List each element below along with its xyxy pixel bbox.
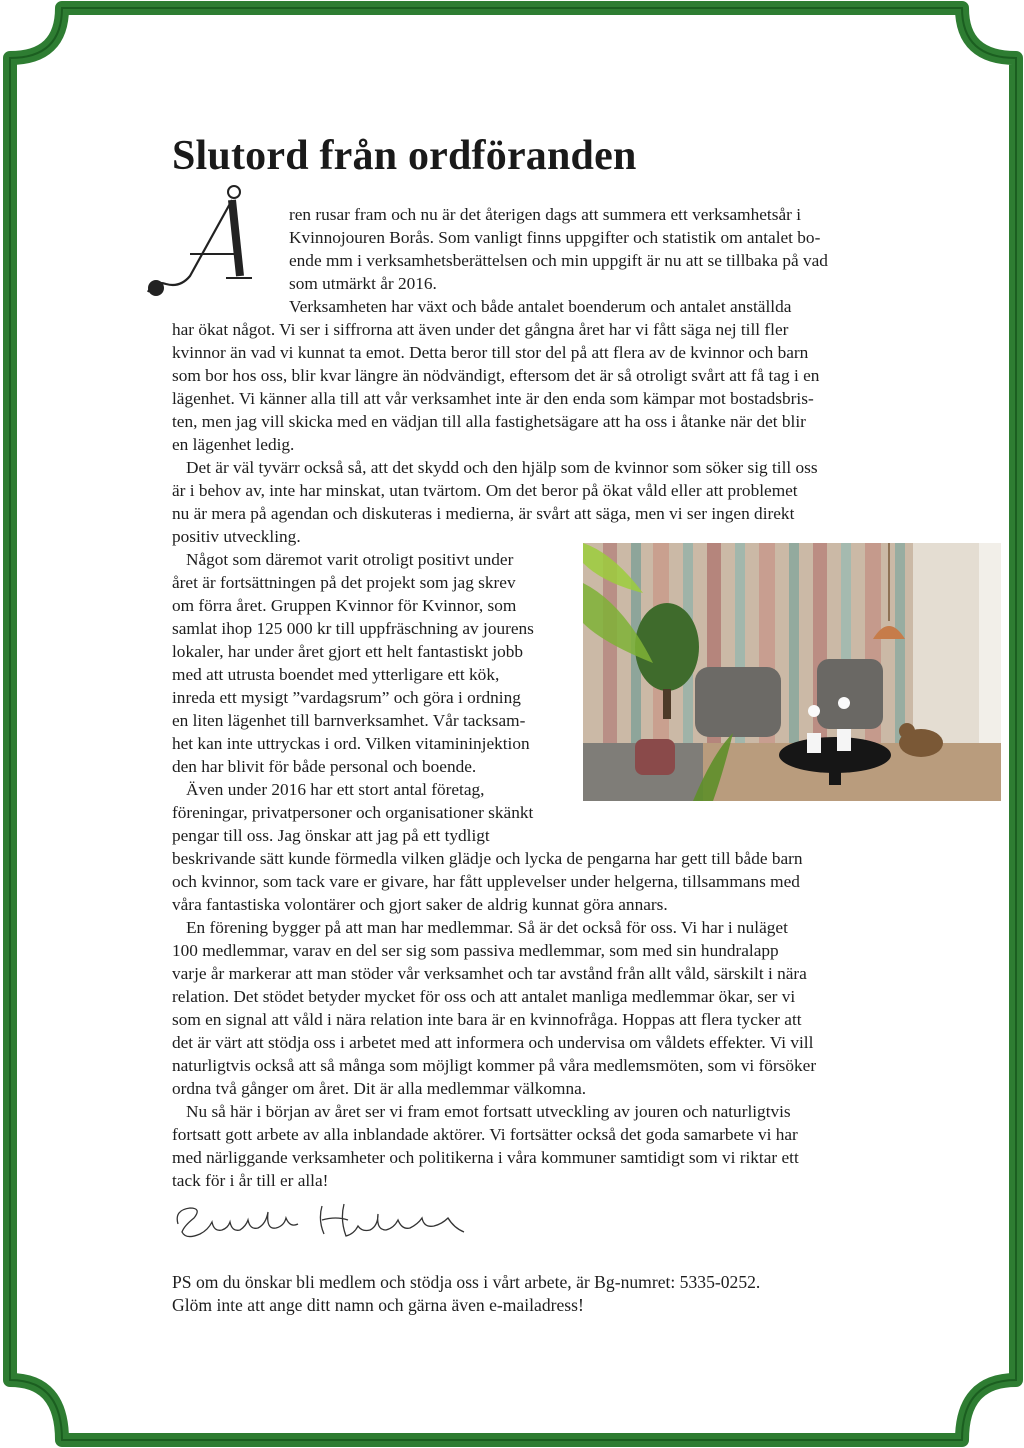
text-line: med närliggande verksamheter och politikerna i våra kommuner samtidigt som vi riktar ett <box>172 1148 799 1167</box>
page-title: Slutord från ordföranden <box>172 133 637 179</box>
text-line: lägenhet. Vi känner alla till att vår verksamhet inte är den enda som kämpar mot bostadsbris- <box>172 389 814 408</box>
text-line: samlat ihop 125 000 kr till uppfräschning av jourens <box>172 619 534 638</box>
text-line: har ökat något. Vi ser i siffrorna att även under det gångna året har vi fått säga nej till fler <box>172 320 789 339</box>
signature <box>172 1190 472 1250</box>
text-line: om förra året. Gruppen Kvinnor för Kvinnor, som <box>172 596 517 615</box>
text-line: en lägenhet ledig. <box>172 435 295 454</box>
text-line: med att utrusta boendet med ytterligare ett kök, <box>172 665 500 684</box>
text-line: 100 medlemmar, varav en del ser sig som passiva medlemmar, som med sin hundralapp <box>172 941 779 960</box>
text-line: Det är väl tyvärr också så, att det skydd och den hjälp som de kvinnor som söker sig till oss <box>186 458 818 477</box>
text-line: Även under 2016 har ett stort antal företag, <box>186 780 485 799</box>
text-line: året är fortsättningen på det projekt som jag skrev <box>172 573 516 592</box>
text-line: som utmärkt år 2016. <box>289 274 437 293</box>
text-line: varje år markerar att man stöder vår verksamhet och tar avstånd från allt våld, särskilt i nära <box>172 964 807 983</box>
text-line: ren rusar fram och nu är det återigen dags att summera ett verksamhetsår i <box>289 205 801 224</box>
text-line: En förening bygger på att man har medlemmar. Så är det också för oss. Vi har i nuläget <box>186 918 788 937</box>
text-line: en liten lägenhet till barnverksamhet. Vår tacksam- <box>172 711 526 730</box>
text-line: är i behov av, inte har minskat, utan tvärtom. Om det beror på ökat våld eller att problemet <box>172 481 798 500</box>
ps-line: Glöm inte att ange ditt namn och gärna även e-mailadress! <box>172 1295 584 1315</box>
text-line: naturligtvis också att så många som möjligt kommer på våra medlemsmöten, som vi försöker <box>172 1056 817 1075</box>
text-line: ende mm i verksamhetsberättelsen och min uppgift är nu att se tillbaka på vad <box>289 251 828 270</box>
text-line: positiv utveckling. <box>172 527 301 546</box>
text-line: pengar till oss. Jag önskar att jag på ett tydligt <box>172 826 490 845</box>
text-line: som bor hos oss, blir kvar längre än nödvändigt, eftersom det är så otroligt svårt att få tag i en <box>172 366 820 385</box>
text-line: kvinnor än vad vi kunnat ta emot. Detta beror till stor del på att flera av de kvinnor och barn <box>172 343 809 362</box>
text-line: ordna två gånger om året. Dit är alla medlemmar välkomna. <box>172 1079 587 1098</box>
living-room-photo <box>583 543 1001 801</box>
text-line: våra fantastiska volontärer och gjort saker de aldrig kunnat göra annars. <box>172 895 668 914</box>
text-line: ten, men jag vill skicka med en vädjan till alla fastighetsägare att ha oss i åtanke när det blir <box>172 412 806 431</box>
text-line: och kvinnor, som tack vare er givare, har fått upplevelser under helgerna, tillsammans med <box>172 872 800 891</box>
text-line: Verksamheten har växt och både antalet boenderum och antalet anställda <box>289 297 792 316</box>
signature-text: Elisabet Hedblom <box>172 1190 180 1191</box>
text-line: det är värt att stödja oss i arbetet med att informera och undervisa om våldets effekter. Vi vill <box>172 1033 814 1052</box>
text-line: het kan inte uttryckas i ord. Vilken vitamininjektion <box>172 734 530 753</box>
text-line: Kvinnojouren Borås. Som vanligt finns uppgifter och statistik om antalet bo- <box>289 228 821 247</box>
text-line: den har blivit för både personal och boende. <box>172 757 477 776</box>
text-line: Nu så här i början av året ser vi fram emot fortsatt utveckling av jouren och naturligtvis <box>186 1102 791 1121</box>
text-line: föreningar, privatpersoner och organisationer skänkt <box>172 803 534 822</box>
drop-cap-letter: Å <box>140 184 141 185</box>
drop-cap <box>140 184 280 314</box>
text-line: fortsatt gott arbete av alla inblandade aktörer. Vi fortsätter också det goda samarbete vi har <box>172 1125 798 1144</box>
text-line: inreda ett mysigt ”vardagsrum” och göra i ordning <box>172 688 521 707</box>
text-line: tack för i år till er alla! <box>172 1171 329 1190</box>
text-line: Något som däremot varit otroligt positivt under <box>186 550 514 569</box>
text-line: beskrivande sätt kunde förmedla vilken glädje och lycka de pengarna har gett till både barn <box>172 849 803 868</box>
text-line: lokaler, har under året gjort ett helt fantastiskt jobb <box>172 642 524 661</box>
text-line: relation. Det stödet betyder mycket för oss och att antalet manliga medlemmar ökar, ser vi <box>172 987 796 1006</box>
text-line: som en signal att våld i nära relation inte bara är en kvinnofråga. Hoppas att flera tycker att <box>172 1010 802 1029</box>
text-line: nu är mera på agendan och diskuteras i medierna, är svårt att säga, men vi ser ingen direkt <box>172 504 795 523</box>
ps-line: PS om du önskar bli medlem och stödja oss i vårt arbete, är Bg-numret: 5335-0252. <box>172 1272 761 1292</box>
